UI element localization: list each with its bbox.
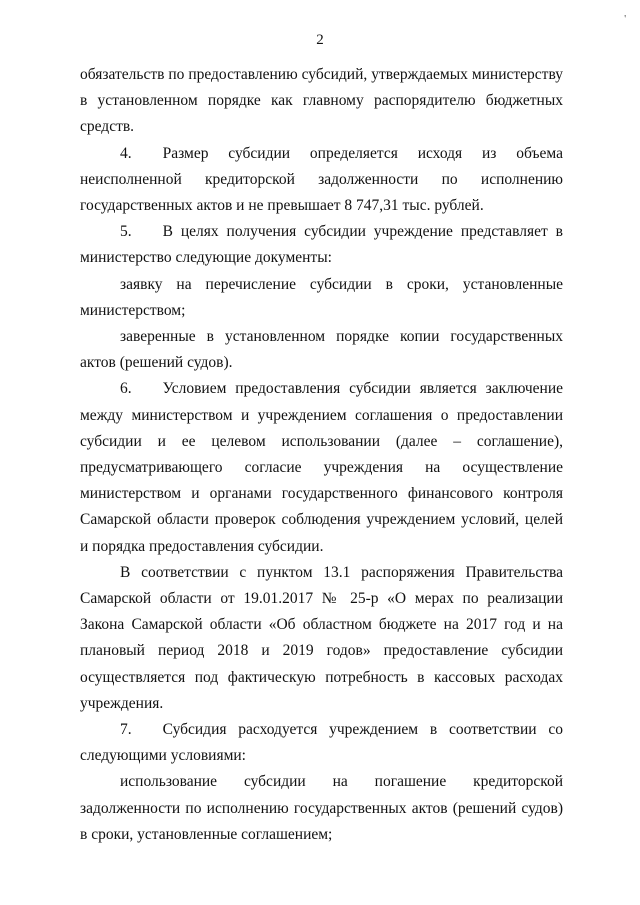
scan-mark: ': [624, 14, 626, 25]
document-body: [80, 62, 563, 848]
condition-item-1: использование субсидии на погашение кредиторской задолженности по исполнению государственных актов (решений судов) в сроки, установленные соглашением;: [80, 773, 563, 843]
paragraph-4: 4. Размер субсидии определяется исходя из объема неисполненной кредиторской задолженности по исполнению государственных актов и не превышает 8 747,31 тыс. рублей.: [80, 144, 563, 215]
paragraph-6: 6. Условием предоставления субсидии является заключение между министерством и учреждением соглашения о предоставлении субсидии и ее целевом использовании (далее – соглашение), предусматривающего согласие учреждения на осуществление министерством и органами государственного финансового контроля Самарской области проверок соблюдения учреждением условий, целей и порядка предоставления субсидии.: [80, 380, 563, 555]
paragraph-5: 5. В целях получения субсидии учреждение представляет в министерство следующие документы:: [80, 223, 563, 267]
document-item-application: заявку на перечисление субсидии в сроки, установленные министерством;: [80, 275, 563, 319]
document-item-copies: заверенные в установленном порядке копии государственных актов (решений судов).: [80, 328, 563, 372]
paragraph-6-continued: В соответствии с пунктом 13.1 распоряжения Правительства Самарской области от 19.01.2017 № 25-р «О мерах по реализации Закона Самарской области «Об областном бюджете на 2017 год и на плановый период 2018 и 2019 годов» предоставление субсидии осуществляется под фактическую потребность в кассовых расходах учреждения.: [80, 563, 563, 712]
paragraph-continuation: обязательств по предоставлению субсидий, утверждаемых министерству в установленном порядке как главному распорядителю бюджетных средств.: [80, 66, 563, 136]
page-number: 2: [316, 32, 324, 48]
paragraph-7: 7. Субсидия расходуется учреждением в соответствии со следующими условиями:: [80, 721, 563, 765]
